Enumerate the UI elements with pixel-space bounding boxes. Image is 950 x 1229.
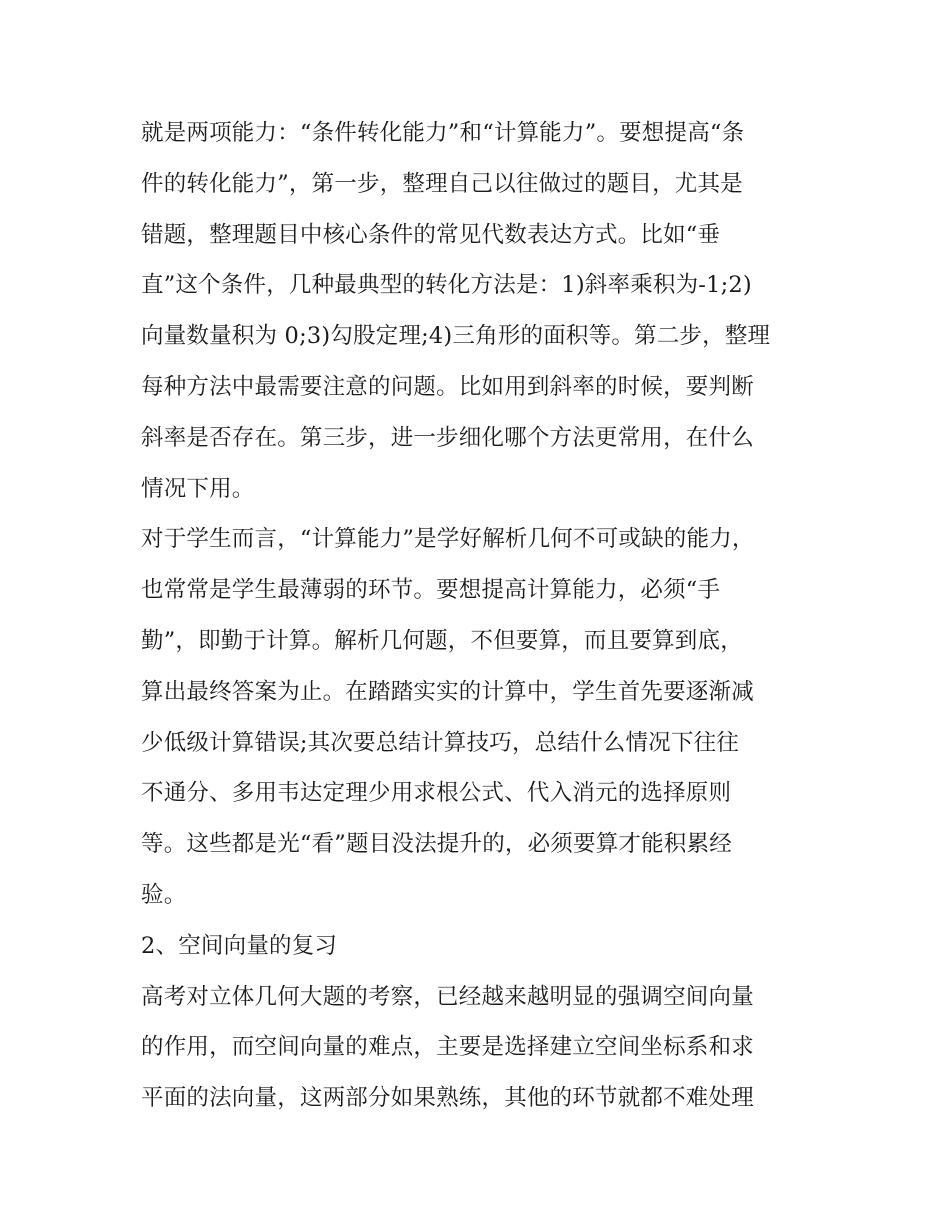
text-line: 的作用，而空间向量的难点，主要是选择建立空间坐标系和求 [141,1034,754,1061]
text-line: 不通分、多用韦达定理少用求根公式、代入消元的选择原则 [141,780,732,807]
text-line: 验。 [141,881,187,908]
text-line: 勤”，即勤于计算。解析几何题，不但要算，而且要算到底， [141,627,743,654]
text-line: 就是两项能力：“条件转化能力”和“计算能力”。要想提高“条 [141,120,745,146]
text-line: 件的转化能力”，第一步，整理自己以往做过的题目，尤其是 [141,170,743,197]
text-line: 等。这些都是光“看”题目没法提升的，必须要算才能积累经 [141,831,732,858]
text-line: 情况下用。 [141,475,255,502]
text-line: 对于学生而言，“计算能力”是学好解析几何不可或缺的能力， [141,526,755,553]
text-line: 算出最终答案为止。在踏踏实实的计算中，学生首先要逐渐减 [141,678,754,705]
body-text [141,108,821,1124]
text-line: 每种方法中最需要注意的问题。比如用到斜率的时候，要判断 [141,373,754,400]
text-line: 错题，整理题目中核心条件的常见代数表达方式。比如“垂 [141,221,721,248]
section-heading: 2、空间向量的复习 [141,932,338,959]
text-line: 直”这个条件，几种最典型的转化方法是：1)斜率乘积为-1;2) [141,272,752,299]
text-line: 平面的法向量，这两部分如果熟练，其他的环节就都不难处理 [141,1085,754,1112]
text-line: 斜率是否存在。第三步，进一步细化哪个方法更常用，在什么 [141,424,754,451]
text-line: 少低级计算错误;其次要总结计算技巧，总结什么情况下往往 [141,729,739,756]
text-line: 向量数量积为 0;3)勾股定理;4)三角形的面积等。第二步，整理 [141,323,771,350]
text-line: 也常常是学生最薄弱的环节。要想提高计算能力，必须“手 [141,577,721,604]
text-line: 高考对立体几何大题的考察，已经越来越明显的强调空间向量 [141,983,754,1010]
